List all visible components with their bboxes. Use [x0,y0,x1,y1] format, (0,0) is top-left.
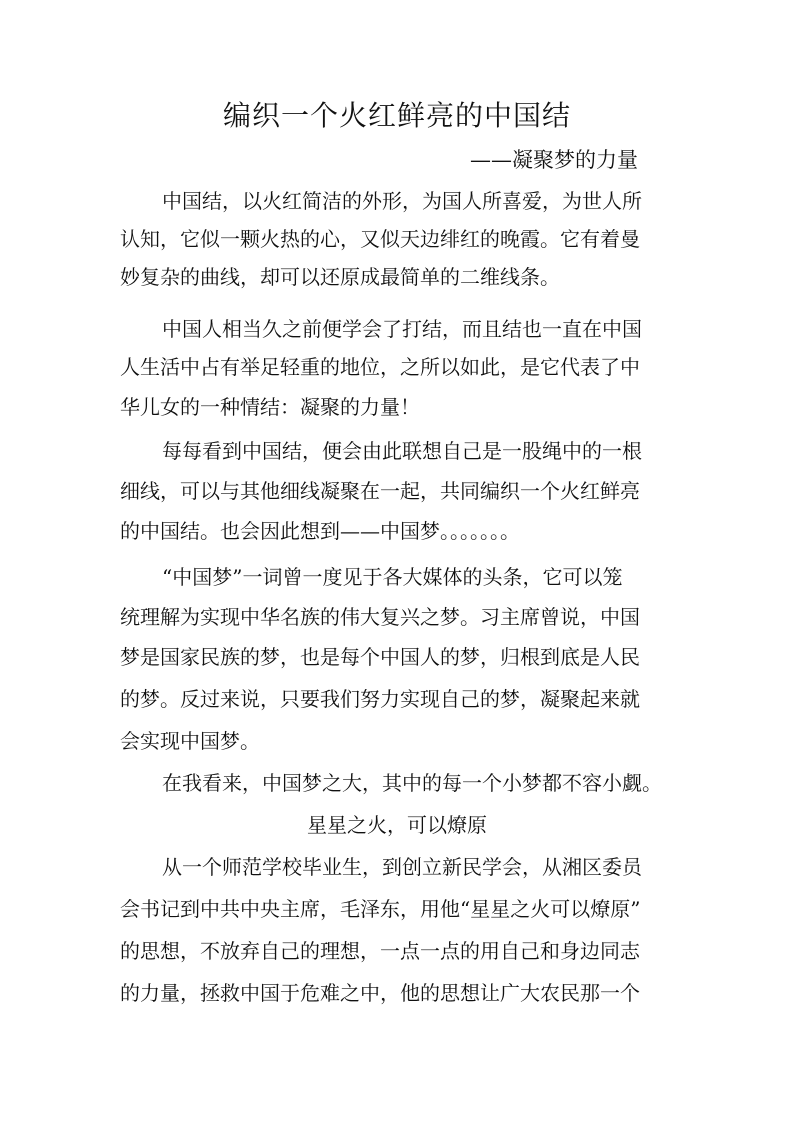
paragraph-line: 中国结，以火红简洁的外形，为国人所喜爱，为世人所 [162,189,642,213]
paragraph-line: 细线，可以与其他细线凝聚在一起，共同编织一个火红鲜亮 [120,479,640,503]
paragraph-line: 的中国结。也会因此想到——中国梦。。。。。。。 [120,519,520,543]
paragraph-line: “中国梦”一词曾一度见于各大媒体的头条，它可以笼 [162,565,623,589]
section-heading: 星星之火，可以燎原 [307,813,487,837]
paragraph-line: 梦是国家民族的梦，也是每个中国人的梦，归根到底是人民 [120,645,640,669]
paragraph-line: 中国人相当久之前便学会了打结，而且结也一直在中国 [162,317,642,341]
paragraph-line: 的思想，不放弃自己的理想，一点一点的用自己和身边同志 [120,939,640,963]
paragraph-line: 人生活中占有举足轻重的地位，之所以如此，是它代表了中 [120,355,640,379]
paragraph-line: 会实现中国梦。 [120,729,260,753]
paragraph-line: 认知，它似一颗火热的心，又似天边绯红的晚霞。它有着曼 [120,227,640,251]
paragraph-line: 在我看来，中国梦之大，其中的每一个小梦都不容小觑。 [162,771,662,795]
paragraph-line: 会书记到中共中央主席，毛泽东，用他“星星之火可以燎原” [120,897,641,921]
paragraph-line: 从一个师范学校毕业生，到创立新民学会，从湘区委员 [162,855,642,879]
paragraph-line: 华儿女的一种情结：凝聚的力量！ [120,395,420,419]
paragraph-line: 每每看到中国结，便会由此联想自己是一股绳中的一根 [162,439,642,463]
document-title: 编织一个火红鲜亮的中国结 [222,99,571,132]
document-subtitle: ——凝聚梦的力量 [470,148,638,172]
paragraph-line: 统理解为实现中华名族的伟大复兴之梦。习主席曾说，中国 [120,605,640,629]
paragraph-line: 妙复杂的曲线，却可以还原成最简单的二维线条。 [120,265,560,289]
paragraph-line: 的力量，拯救中国于危难之中，他的思想让广大农民那一个 [120,981,640,1005]
paragraph-line: 的梦。反过来说，只要我们努力实现自己的梦，凝聚起来就 [120,687,640,711]
